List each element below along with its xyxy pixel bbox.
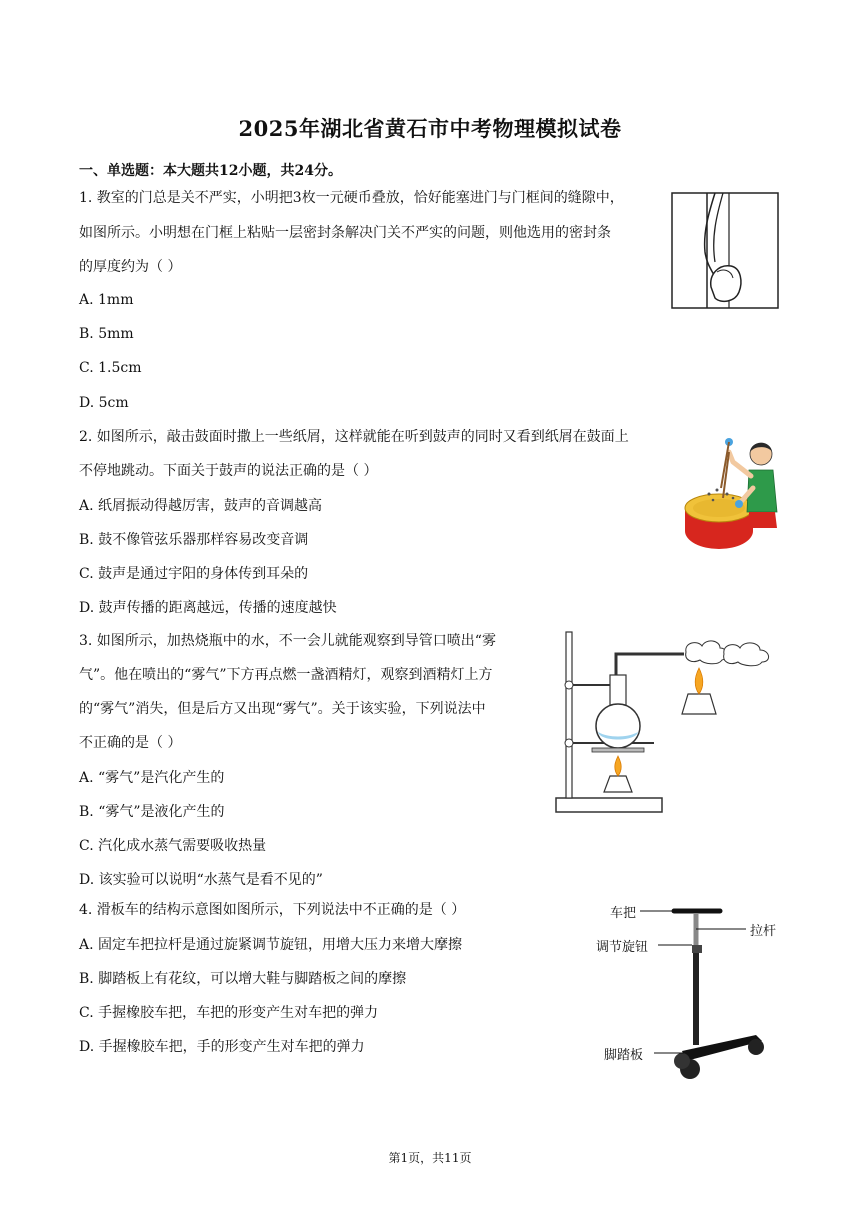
q4-option-b: B. 脚踏板上有花纹，可以增大鞋与脚踏板之间的摩擦: [79, 971, 407, 987]
q4-option-c: C. 手握橡胶车把，车把的形变产生对车把的弹力: [79, 1005, 379, 1021]
q1-line-1: 1. 教室的门总是关不严实，小明把3枚一元硬币叠放，恰好能塞进门与门框间的缝隙中，: [79, 190, 624, 206]
q4-option-a: A. 固定车把拉杆是通过旋紧调节旋钮，用增大压力来增大摩擦: [79, 937, 463, 953]
door-coins-figure: [671, 192, 779, 309]
q2-option-b: B. 鼓不像管弦乐器那样容易改变音调: [79, 532, 309, 548]
scooter-figure: [586, 895, 786, 1090]
scooter-label-footboard: 脚踏板: [604, 1048, 644, 1063]
q4-option-d: D. 手握橡胶车把，手的形变产生对车把的弹力: [79, 1039, 365, 1055]
scooter-label-pull-rod: 拉杆: [750, 924, 777, 939]
q1-option-d: D. 5cm: [79, 395, 129, 411]
q2-option-d: D. 鼓声传播的距离越远，传播的速度越快: [79, 600, 337, 616]
q2-line-2: 不停地跳动。下面关于鼓声的说法正确的是（ ）: [79, 463, 378, 479]
q1-line-3: 的厚度约为（ ）: [79, 259, 182, 275]
q3-option-a: A. “雾气”是汽化产生的: [79, 770, 225, 786]
page-footer: 第1页，共11页: [388, 1151, 472, 1165]
q2-line-1: 2. 如图所示，敲击鼓面时撒上一些纸屑，这样就能在听到鼓声的同时又看到纸屑在鼓面上: [79, 429, 629, 445]
q3-option-c: C. 汽化成水蒸气需要吸收热量: [79, 838, 267, 854]
q3-line-4: 不正确的是（ ）: [79, 735, 182, 751]
scooter-label-handlebar: 车把: [610, 906, 637, 921]
q2-option-a: A. 纸屑振动得越厉害，鼓声的音调越高: [79, 498, 323, 514]
q3-option-b: B. “雾气”是液化产生的: [79, 804, 225, 820]
page-title: 2025年湖北省黄石市中考物理模拟试卷: [238, 116, 622, 141]
q3-line-2: 气”。他在喷出的“雾气”下方再点燃一盏酒精灯，观察到酒精灯上方: [79, 667, 493, 683]
section-heading: 一、单选题：本大题共12小题，共24分。: [79, 163, 342, 179]
q2-option-c: C. 鼓声是通过宇阳的身体传到耳朵的: [79, 566, 309, 582]
flask-experiment-figure: [554, 630, 784, 818]
q1-line-2: 如图所示。小明想在门框上粘贴一层密封条解决门关不严实的问题，则他选用的密封条: [79, 225, 611, 241]
q1-option-c: C. 1.5cm: [79, 360, 142, 376]
q4-line-1: 4. 滑板车的结构示意图如图所示，下列说法中不正确的是（ ）: [79, 902, 466, 918]
q3-line-1: 3. 如图所示，加热烧瓶中的水，不一会儿就能观察到导管口喷出“雾: [79, 633, 496, 649]
drum-boy-figure: [683, 428, 783, 552]
q3-line-3: 的“雾气”消失，但是后方又出现“雾气”。关于该实验，下列说法中: [79, 701, 486, 717]
q3-option-d: D. 该实验可以说明“水蒸气是看不见的”: [79, 872, 323, 888]
q1-option-a: A. 1mm: [79, 292, 134, 308]
q1-option-b: B. 5mm: [79, 326, 134, 342]
scooter-label-knob: 调节旋钮: [596, 940, 649, 955]
